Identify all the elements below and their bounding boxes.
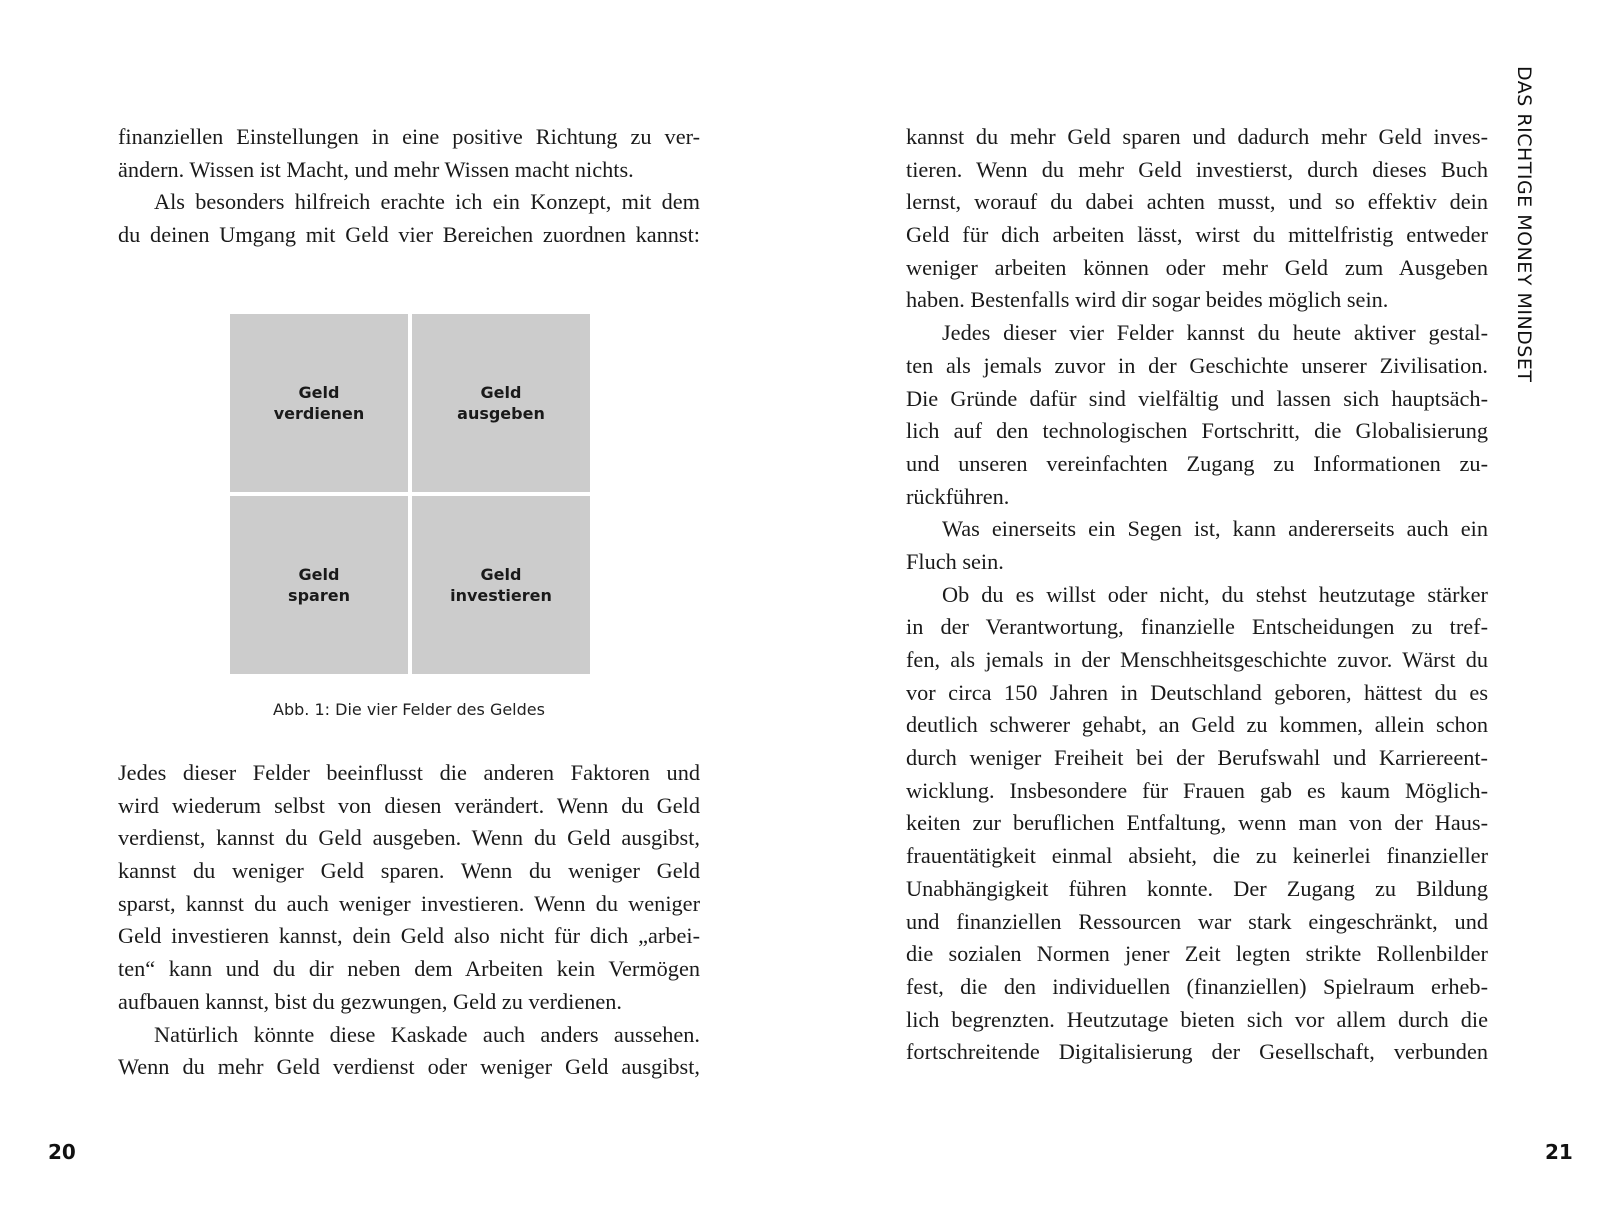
text-line: lich begrenzten. Heutzutage bieten sich vor allem durch die — [906, 1006, 1488, 1032]
field-label-line2: verdienen — [273, 404, 365, 423]
text-line: in der Verantwortung, finanzielle Entscheidungen zu tref- — [906, 614, 1488, 640]
text-line: sparst, kannst du auch weniger investieren. Wenn du weniger — [118, 890, 700, 916]
text-line: Ob du es willst oder nicht, du stehst heutzutage stärker — [942, 581, 1488, 607]
text-line: und unseren vereinfachten Zugang zu Informationen zu- — [906, 450, 1488, 476]
text-line: Geld investieren kannst, dein Geld also nicht für dich „arbei- — [118, 923, 700, 949]
text-line: weniger arbeiten können oder mehr Geld zum Ausgeben — [906, 254, 1488, 280]
field-geld-verdienen — [230, 314, 408, 492]
text-line: Geld für dich arbeiten lässt, wirst du mittelfristig entweder — [906, 222, 1488, 248]
text-line: fortschreitende Digitalisierung der Gesellschaft, verbunden — [906, 1039, 1488, 1065]
text-line: durch weniger Freiheit bei der Berufswahl und Karriereent- — [906, 745, 1488, 771]
text-line: die sozialen Normen jener Zeit legten strikte Rollenbilder — [906, 941, 1488, 967]
left-top-text — [118, 121, 700, 252]
field-label-line1: Geld — [298, 565, 340, 584]
page-number-left: 20 — [48, 1140, 76, 1164]
right-text — [906, 121, 1488, 1069]
text-line: tieren. Wenn du mehr Geld investierst, durch dieses Buch — [906, 156, 1488, 182]
text-line: Wenn du mehr Geld verdienst oder weniger Geld ausgibst, — [118, 1054, 700, 1080]
text-line: Fluch sein. — [906, 548, 1004, 574]
text-line: wird wiederum selbst von diesen verändert. Wenn du Geld — [118, 792, 700, 818]
text-line: Die Gründe dafür sind vielfältig und lassen sich hauptsäch- — [906, 385, 1488, 411]
field-label-line1: Geld — [480, 383, 522, 402]
text-line: deutlich schwerer gehabt, an Geld zu kommen, allein schon — [906, 712, 1488, 738]
text-line: frauentätigkeit einmal absieht, die zu keinerlei finanzieller — [906, 843, 1488, 869]
field-label-line1: Geld — [480, 565, 522, 584]
field-label-line1: Geld — [298, 383, 340, 402]
field-label-line2: investieren — [450, 586, 552, 605]
field-label-line2: sparen — [288, 586, 350, 605]
text-line: ten als jemals zuvor in der Geschichte unserer Zivilisation. — [906, 352, 1488, 378]
text-line: Jedes dieser vier Felder kannst du heute aktiver gestal- — [942, 320, 1488, 346]
text-line: keiten zur beruflichen Entfaltung, wenn man von der Haus- — [906, 810, 1488, 836]
text-line: finanziellen Einstellungen in eine positive Richtung zu ver- — [118, 124, 700, 149]
text-line: rückführen. — [906, 483, 1010, 509]
text-line: lernst, worauf du dabei achten musst, und so effektiv dein — [906, 189, 1488, 215]
text-line: aufbauen kannst, bist du gezwungen, Geld zu verdienen. — [118, 988, 622, 1014]
field-geld-ausgeben — [412, 314, 590, 492]
text-line: haben. Bestenfalls wird dir sogar beides möglich sein. — [906, 287, 1389, 313]
text-line: lich auf den technologischen Fortschritt, die Globalisierung — [906, 418, 1488, 444]
text-line: kannst du weniger Geld sparen. Wenn du weniger Geld — [118, 858, 700, 884]
text-line: fest, die den individuellen (finanziellen) Spielraum erheb- — [906, 973, 1488, 999]
text-line: Was einerseits ein Segen ist, kann andererseits auch ein — [942, 516, 1488, 542]
text-line: vor circa 150 Jahren in Deutschland geboren, hättest du es — [906, 679, 1488, 705]
text-line: ten“ kann und du dir neben dem Arbeiten kein Vermögen — [118, 956, 700, 982]
text-line: und finanziellen Ressourcen war stark eingeschränkt, und — [906, 908, 1488, 934]
four-fields-figure — [230, 314, 590, 674]
figure-caption: Abb. 1: Die vier Felder des Geldes — [273, 700, 545, 719]
text-line: fen, als jemals in der Menschheitsgeschichte zuvor. Wärst du — [906, 647, 1488, 672]
field-geld-sparen — [230, 496, 408, 674]
text-line: Jedes dieser Felder beeinflusst die anderen Faktoren und — [118, 760, 700, 785]
text-line: kannst du mehr Geld sparen und dadurch mehr Geld inves- — [906, 124, 1488, 149]
text-line: verdienst, kannst du Geld ausgeben. Wenn du Geld ausgibst, — [118, 825, 700, 851]
text-line: wicklung. Insbesondere für Frauen gab es kaum Möglich- — [906, 777, 1488, 803]
page-number-right: 21 — [1545, 1140, 1573, 1164]
left-bottom-text — [118, 757, 700, 1084]
text-line: Unabhängigkeit führen konnte. Der Zugang zu Bildung — [906, 875, 1488, 901]
text-line: du deinen Umgang mit Geld vier Bereichen zuordnen kannst: — [118, 222, 700, 248]
running-head: DAS RICHTIGE MONEY MINDSET — [1513, 66, 1535, 383]
text-line: Als besonders hilfreich erachte ich ein Konzept, mit dem — [154, 189, 700, 215]
text-line: Natürlich könnte diese Kaskade auch anders aussehen. — [154, 1021, 700, 1047]
field-geld-investieren — [412, 496, 590, 674]
text-line: ändern. Wissen ist Macht, und mehr Wissen macht nichts. — [118, 156, 634, 182]
field-label-line2: ausgeben — [457, 404, 545, 423]
right-page — [803, 0, 1606, 1211]
